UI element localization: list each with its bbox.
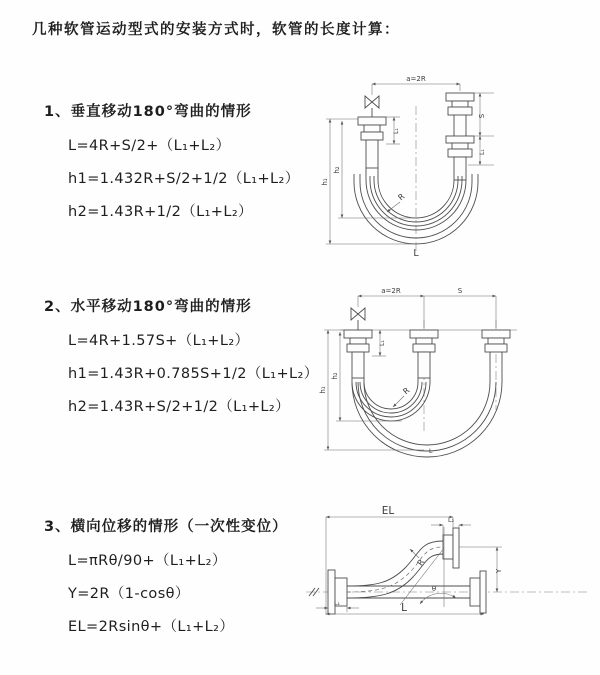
dim-label-h1: h₁ — [321, 178, 329, 186]
hose-s-curve — [347, 541, 443, 598]
dim-l1 — [372, 330, 386, 356]
section-horizontal-180 — [44, 295, 319, 424]
dim-label-r: R — [415, 557, 427, 568]
dim-label-h2: h₂ — [333, 166, 341, 174]
dim-label-s: S — [478, 113, 486, 119]
section-vertical-180 — [44, 100, 314, 229]
dim-label-l: L — [413, 248, 419, 259]
left-hose-fitting — [358, 117, 386, 168]
left-hose-fitting — [344, 330, 372, 378]
top-flange — [443, 528, 459, 568]
radius-leader — [387, 192, 407, 212]
right-hose-fitting — [446, 93, 474, 180]
section-1-heading: 1、垂直移动180°弯曲的情形 — [44, 104, 252, 120]
dim-label-s: S — [457, 287, 463, 295]
dim-label-r: R — [396, 191, 407, 203]
dim-label-el: EL — [381, 505, 395, 517]
dim-label-l1: L₁ — [379, 340, 386, 346]
dim-label-h1: h₁ — [319, 386, 327, 394]
formula-line: L=4R+1.57S+（L₁+L₂） — [68, 333, 250, 349]
section-3-formulas — [68, 545, 314, 644]
page-title: 几种软管运动型式的安装方式时，软管的长度计算： — [32, 22, 400, 38]
dim-l1 — [316, 600, 359, 612]
section-lateral-displacement — [44, 515, 314, 644]
dim-label-h2: h₂ — [331, 372, 339, 380]
dim-label-l: L — [401, 602, 407, 614]
section-2-heading: 2、水平移动180°弯曲的情形 — [44, 299, 252, 315]
dim-label-l2: L₂ — [448, 517, 454, 524]
dim-s — [424, 287, 496, 328]
formula-line: Y=2R（1-cosθ） — [68, 586, 190, 602]
section-1-formulas — [68, 130, 314, 229]
formula-line: L=4R+S/2+（L₁+L₂） — [68, 138, 231, 154]
dim-label-l1: L₁ — [393, 128, 400, 134]
diagram-horizontal-180-bend — [312, 282, 600, 460]
dim-label-a2r: a=2R — [381, 287, 401, 295]
moved-hose-fitting — [482, 330, 510, 352]
dim-label-l: L — [429, 448, 433, 455]
formula-line: h2=1.43R+S/2+1/2（L₁+L₂） — [68, 399, 291, 415]
formula-line: h2=1.43R+1/2（L₁+L₂） — [68, 204, 253, 220]
dim-l1-left — [386, 117, 400, 144]
dim-label-y: Y — [495, 568, 503, 574]
radius-leader — [393, 386, 412, 407]
dim-label-r: R — [401, 385, 412, 397]
middle-hose-fitting — [410, 330, 438, 378]
dim-s — [474, 93, 494, 136]
section-2-formulas — [68, 325, 319, 424]
dim-label-a2r: a=2R — [406, 75, 426, 83]
formula-line: EL=2Rsinθ+（L₁+L₂） — [68, 619, 235, 635]
dim-a2r — [372, 75, 460, 95]
dim-label-l1: L₁ — [334, 600, 340, 607]
formula-line: h1=1.43R+0.785S+1/2（L₁+L₂） — [68, 366, 319, 382]
left-flange — [328, 570, 347, 614]
right-flange — [470, 571, 486, 613]
dim-label-theta: θ — [431, 585, 437, 593]
dim-a2r — [358, 287, 424, 328]
valve-icon — [365, 96, 379, 117]
valve-icon — [351, 308, 365, 330]
formula-line: h1=1.432R+S/2+1/2（L₁+L₂） — [68, 171, 300, 187]
dim-l2 — [431, 517, 471, 535]
section-3-heading: 3、横向位移的情形（一次性变位） — [44, 519, 288, 535]
diagram-vertical-180-bend — [312, 70, 600, 260]
diagram-lateral-displacement — [298, 495, 598, 675]
formula-line: L=πRθ/90+（L₁+L₂） — [68, 553, 227, 569]
dim-label-l1: L₁ — [479, 149, 486, 155]
